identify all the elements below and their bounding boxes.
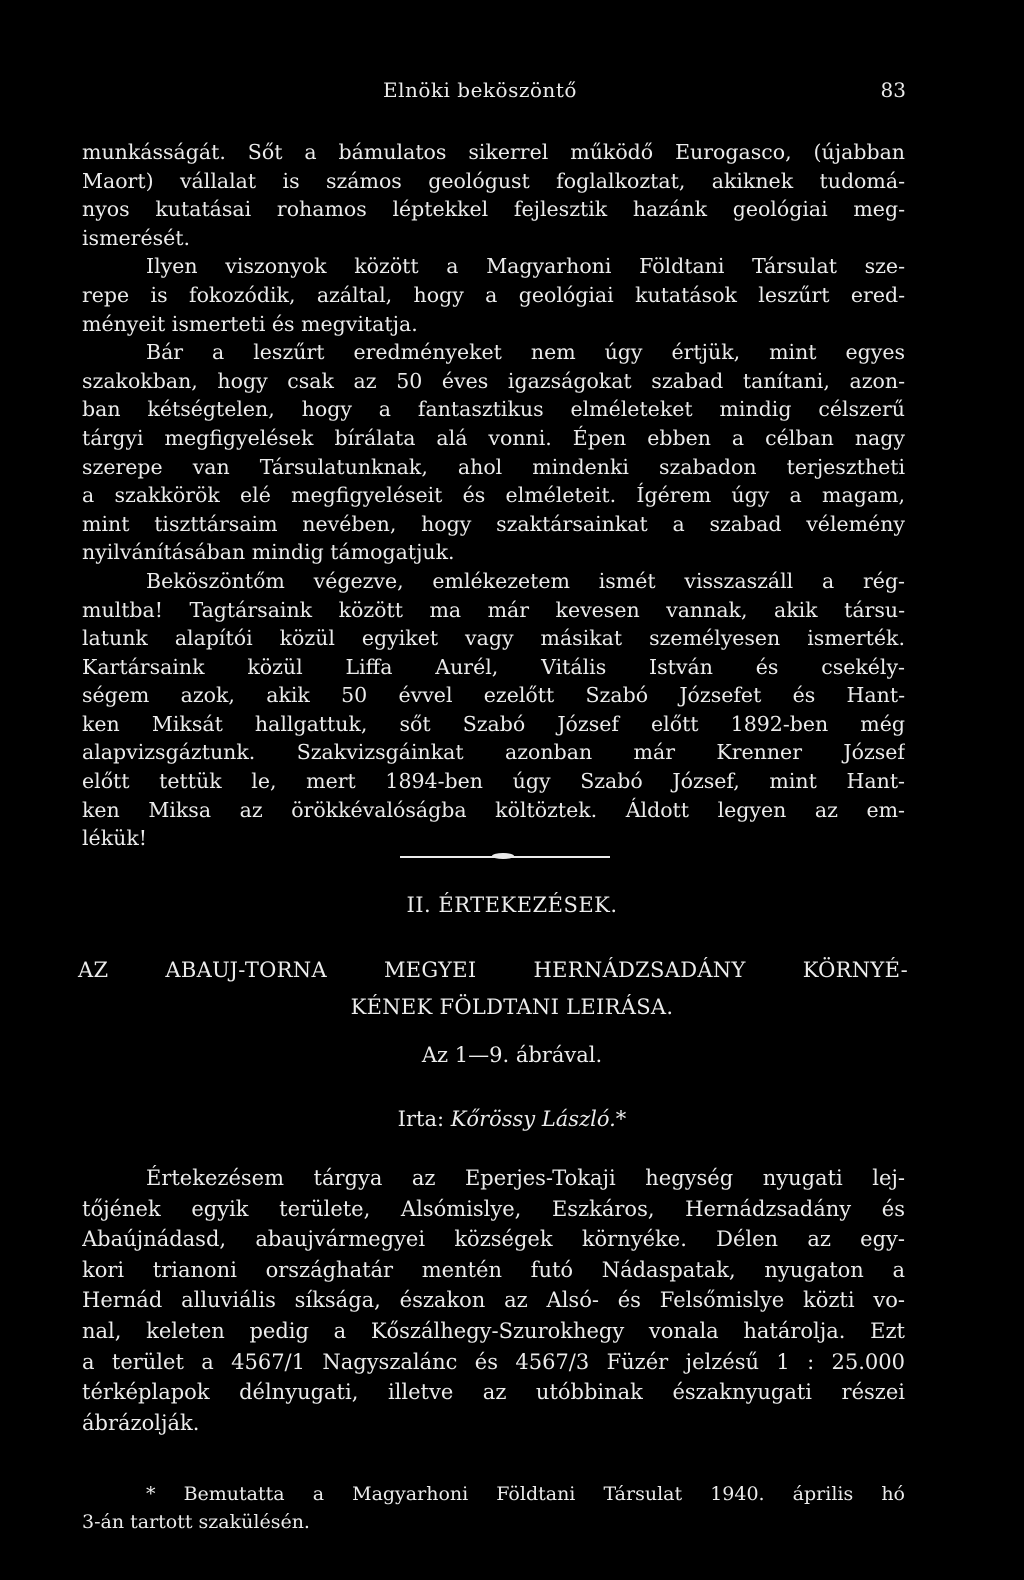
abstract-line: Értekezésem tárgya az Eperjes-Tokaji hegység nyugati lej-	[146, 1166, 905, 1190]
body-line: Ilyen viszonyok között a Magyarhoni Földtani Társulat sze-	[146, 254, 905, 279]
body-line: multba! Tagtársaink között ma már kevesen vannak, akik társu-	[82, 597, 905, 622]
body-line: Beköszöntőm végezve, emlékezetem ismét visszaszáll a rég-	[146, 568, 905, 593]
footnote-line: * Bemutatta a Magyarhoni Földtani Társulat 1940. április hó	[146, 1483, 905, 1505]
footnote-line: 3-án tartott szakülésén.	[82, 1511, 310, 1533]
footnote	[82, 1480, 905, 1536]
abstract-line: ábrázolják.	[82, 1410, 200, 1435]
abstract-line: Hernád alluviális síksága, északon az Alsó- és Felsőmislye közti vo-	[82, 1288, 905, 1313]
abstract-line: kori trianoni országhatár mentén futó Nádaspatak, nyugaton a	[82, 1257, 905, 1282]
body-line: a szakkörök elé megfigyeléseit és elméleteit. Ígérem úgy a magam,	[82, 483, 905, 508]
running-head	[0, 78, 1024, 108]
body-line: mint tiszttársaim nevében, hogy szaktársainkat a szabad vélemény	[82, 511, 905, 536]
body-line: szakokban, hogy csak az 50 éves igazságokat szabad tanítani, azon-	[82, 368, 905, 393]
author-line	[0, 1107, 1024, 1131]
body-line: munkásságát. Sőt a bámulatos sikerrel működő Eurogasco, (újabban	[82, 140, 905, 164]
abstract-line: térképlapok délnyugati, illetve az utóbbinak északnyugati részei	[82, 1380, 905, 1405]
abstract-text	[82, 1163, 905, 1438]
body-line: ban kétségtelen, hogy a fantasztikus elméleteket mindig célszerű	[82, 397, 905, 422]
figures-note: Az 1—9. ábrával.	[421, 1043, 603, 1067]
body-line: tárgyi megfigyelések bírálata alá vonni. Épen ebben a célban nagy	[82, 425, 905, 450]
abstract-line: Abaújnádasd, abaujvármegyei községek környéke. Délen az egy-	[82, 1227, 905, 1252]
abstract-line: tőjének egyik területe, Alsómislye, Eszkáros, Hernádzsadány és	[82, 1196, 905, 1221]
body-line: repe is fokozódik, azáltal, hogy a geológiai kutatások leszűrt ered-	[82, 282, 905, 307]
body-line: nyos kutatásai rohamos léptekkel fejlesztik hazánk geológiai meg-	[82, 197, 905, 222]
author-prefix: Irta:	[397, 1107, 445, 1131]
body-line: ken Miksa az örökkévalóságba költöztek. Áldott legyen az em-	[82, 797, 905, 822]
body-line: ken Miksát hallgattuk, sőt Szabó József előtt 1892-ben még	[82, 711, 905, 736]
divider-ornament	[492, 853, 514, 859]
body-line: lékük!	[82, 826, 147, 851]
body-line: latunk alapítói közül egyiket vagy másikat személyesen ismerték.	[82, 626, 905, 651]
body-line: előtt tettük le, mert 1894-ben úgy Szabó József, mint Hant-	[82, 769, 905, 794]
body-line: szerepe van Társulatunknak, ahol mindenki szabadon terjesztheti	[82, 454, 905, 479]
article-title-line1: AZ ABAUJ-TORNA MEGYEI HERNÁDZSADÁNY KÖRNYÉ-	[78, 958, 908, 982]
abstract-line: a terület a 4567/1 Nagyszalánc és 4567/3 Füzér jelzésű 1 : 25.000	[82, 1349, 905, 1374]
running-head-title: Elnöki beköszöntő	[383, 78, 577, 102]
body-line: nyilvánításában mindig támogatjuk.	[82, 540, 455, 565]
body-line: ményeit ismerteti és megvitatja.	[82, 311, 418, 336]
author-name: Kőrössy László.*	[450, 1107, 627, 1131]
body-line: ismerését.	[82, 225, 190, 250]
body-line: Bár a leszűrt eredményeket nem úgy értjük, mint egyes	[146, 340, 905, 365]
body-line: Kartársaink közül Liffa Aurél, Vitális István és csekély-	[82, 654, 905, 679]
section-title: II. ÉRTEKEZÉSEK.	[406, 893, 618, 917]
page-number: 83	[880, 78, 906, 102]
body-line: alapvizsgáztunk. Szakvizsgáinkat azonban már Krenner József	[82, 740, 905, 765]
body-line: ségem azok, akik 50 évvel ezelőtt Szabó Józsefet és Hant-	[82, 683, 905, 708]
body-line: Maort) vállalat is számos geológust foglalkoztat, akiknek tudomá-	[82, 168, 905, 193]
abstract-line: nal, keleten pedig a Kőszálhegy-Szurokhegy vonala határolja. Ezt	[82, 1318, 905, 1343]
body-text	[82, 138, 905, 853]
section-divider	[400, 856, 610, 858]
article-title-line2: KÉNEK FÖLDTANI LEIRÁSA.	[350, 995, 674, 1019]
